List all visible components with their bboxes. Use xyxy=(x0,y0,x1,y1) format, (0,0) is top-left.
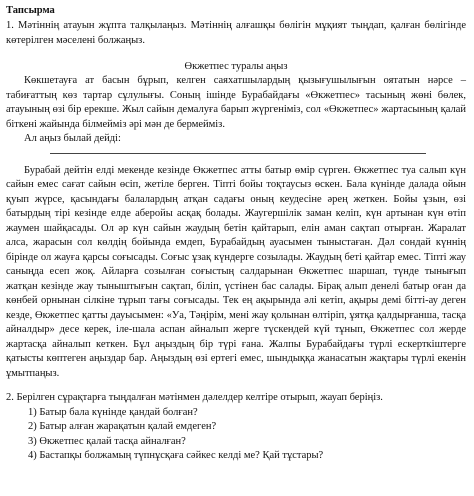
task-title: Тапсырма xyxy=(6,5,55,16)
text-prompt: Ал аңыз былай дейді: xyxy=(24,133,121,144)
question-item: 2) Батыр алған жарақатын қалай емдеген? xyxy=(28,421,217,432)
instruction-1: 1. Мәтіннің атауын жұпта талқылаңыз. Мәтіннің алғашқы бөлігін мұқият тыңдап, қалған бөлігінде көтерілген мәселені болжаңыз. xyxy=(6,20,466,46)
text-intro: Көкшетауға ат басын бұрып, келген саяхатшылардың қызығушылығын оятатын нәрсе – табиғаттың көз тартар сұлулығы. Соның ішінде Бурабайдағы «Өкжетпес» тасының жөні бөлек, атауының өзі бір ерекше. Жыл сайын демалуға барып жүргеніміз, сол «Өкжетпес» жартасының қалай біткені жайында білмейміз әрі мән де бермейміз. xyxy=(6,75,466,130)
question-item: 4) Бастапқы болжамың түпнұсқаға сәйкес келді ме? Қай тұстары? xyxy=(28,450,324,461)
question-item: 3) Өкжетпес қалай тасқа айналған? xyxy=(28,435,186,447)
text-title: Өкжетпес туралы аңыз xyxy=(184,61,288,72)
question-list xyxy=(6,406,466,464)
answer-line xyxy=(50,153,426,154)
legend-text: Бурабай дейтін елді мекенде кезінде Өкжетпес атты батыр өмір сүрген. Өкжетпес туа салып күн сайын емес сағат сайын өсіп, жетіле берген. Тіпті бойы тоқтаусыз өскен. Бала күнінде далада ойын қуып жүрсе, қасындағы балалардың атқан садағы оның кеудесіне әрең жеткен. Бойы ұзын, өзі батырдың тірі кезінде елде аберойы асқақ болады. Жаугершілік заман келіп, күн артынан күн өтіп жаумен шайқасады. Ол әр күн сайын жаудың бетін қайтарып, елін аман сақтап отырған. Жаралат алса, жарасын сол көлдің бойында емдеп, Бурабайдың ауасымен тыныстаған. Дәл сондай күннің бірінде ол жауға қарсы соғысады. Соғыс ұзақ күндерге созылады. Жаудың беті қайтар емес. Тіпті жау саныңда есеп жоқ. Айларға созылған соғыстың салдарынан Өкжетпес шаршап, түнде тынығып жатқан кезінде жау тыныштығын сақтап, біліп, үстінен бас салады. Бірақ алып денелі батыр оған да көнбей орнынан сілкіне тұрып тағы соғысады. Тек ең ақырында әлі кетіп, ақыры демі бітті-ау деген кезде, Өкжетпес қатты дауысымен: «Уа, Тәңірім, мені жау қолынан өлтіріп, ұятқа қалдырғанша, тасқа айналдыр» десе керек, іле-шала аспан айналып жерге түскендей күй тұнып, Өкжетпес сол жерде жартасқа айналып кеткен. Бұл аңыздың бір түрі ғана. Жалпы Бурабайдағы түрлі ескерткіштерге қатысты көптеген аңыздар бар. Аңыздың өзі ертегі емес, шындыққа жанасатын жақтары түрлі екенін ұмытпаңыз. xyxy=(6,164,466,379)
question-item: 1) Батыр бала күнінде қандай болған? xyxy=(28,406,198,418)
instruction-2: 2. Берілген сұрақтарға тыңдалған мәтінмен дәлелдер келтіре отырып, жауап беріңіз. xyxy=(6,392,383,403)
